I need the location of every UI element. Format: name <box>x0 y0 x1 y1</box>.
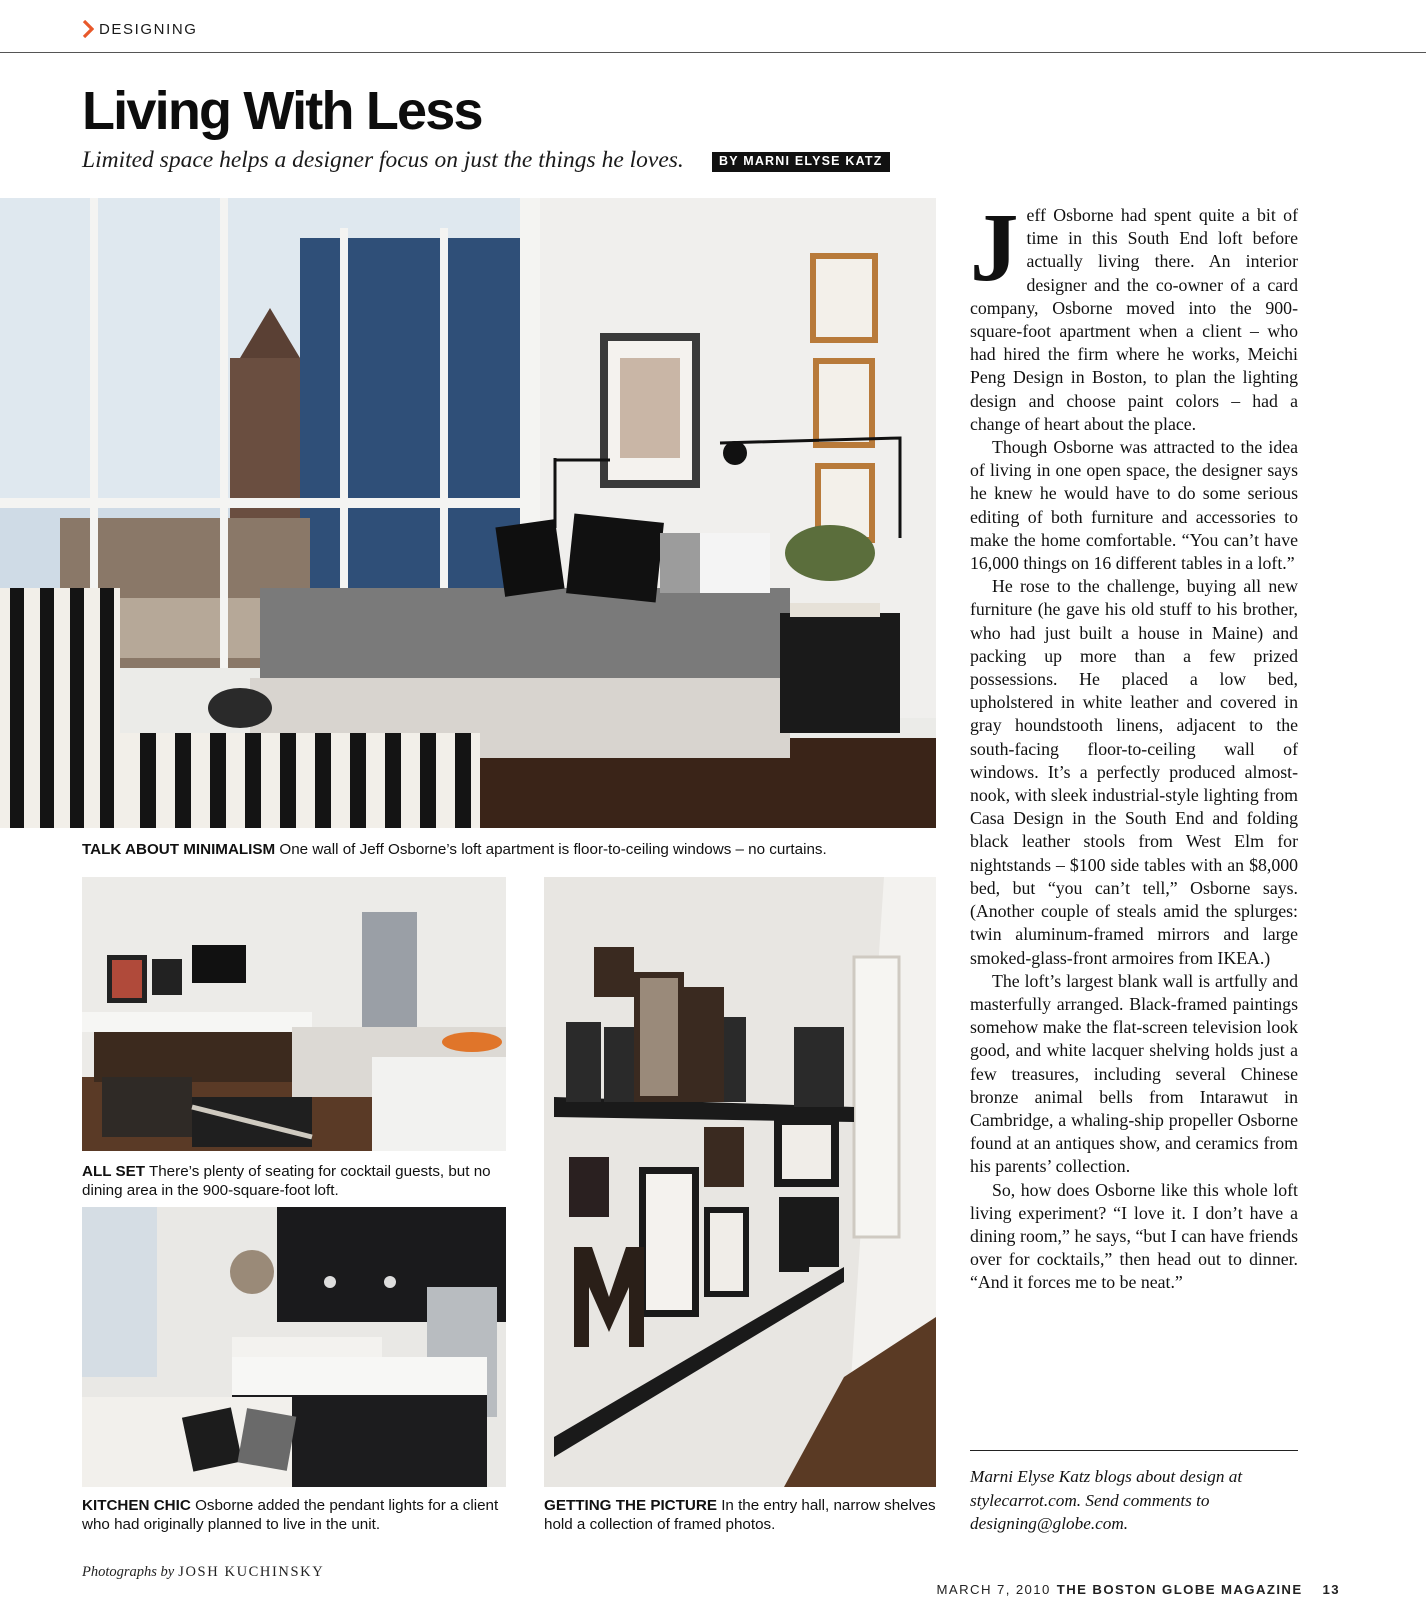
photo-entry-hall <box>544 877 936 1487</box>
caption-kitchen <box>82 1496 506 1534</box>
credit-prefix: Photographs by <box>82 1564 175 1580</box>
caption-hall <box>544 1496 936 1534</box>
credit-name: JOSH KUCHINSKY <box>178 1564 325 1580</box>
caption-lead: TALK ABOUT MINIMALISM <box>82 841 276 858</box>
article-paragraph: So, how does Osborne like this whole loft living experiment? “I love it. I don’t have a dining room,” he says, “but I can have friends over for cocktails,” then head out to dinner. “And it forces me to be neat.” <box>970 1179 1298 1293</box>
article-paragraph: He rose to the challenge, buying all new furniture (he gave his old stuff to his brother, who had just built a house in Maine) and packing up more than a few prized possessions. He placed a low bed, upholstered in white leather and covered in gray houndstooth linens, adjacent to the south-facing floor-to-ceiling wall of windows. It’s a perfectly produced almost-nook, with sleek industrial-style lighting from Casa Design in the South End and folding black leather stools from West Elm for nightstands – $100 side tables with an $8,000 bed, but “you can’t tell,” Osborne says. (Another couple of steals amid the splurges: twin aluminum-framed mirrors and large smoked-glass-front armoires from IKEA.) <box>970 576 1298 968</box>
main-photo-bedroom <box>0 198 936 828</box>
divider <box>970 1450 1298 1451</box>
caption-lead: ALL SET <box>82 1163 146 1180</box>
caption-main <box>82 840 942 859</box>
drop-cap: J <box>970 194 1019 301</box>
photo-living-room <box>82 877 506 1151</box>
article-paragraph: Jeff Osborne had spent quite a bit of time in this South End loft before actually living there. An interior designer and the co-owner of a card company, Osborne moved into the 900-square-foot apartment when a client – who had hired the firm where he works, Meichi Peng Design in Boston, to plan the lighting design and choose paint colors – had a change of heart about the place. <box>970 194 1298 434</box>
caption-living <box>82 1162 506 1200</box>
section-header <box>0 0 1426 53</box>
caption-lead: GETTING THE PICTURE <box>544 1497 717 1514</box>
caption-lead: KITCHEN CHIC <box>82 1497 191 1514</box>
photo-credit <box>82 1564 324 1581</box>
caption-text: Osborne added the pendant lights for a client who had originally planned to live in the unit. <box>82 1497 499 1533</box>
author-tagline: Marni Elyse Katz blogs about design at stylecarrot.com. Send comments to designing@globe.com. <box>970 1467 1243 1533</box>
article-body <box>970 194 1298 1295</box>
byline-badge: BY MARNI ELYSE KATZ <box>712 152 890 172</box>
caption-text: One wall of Jeff Osborne’s loft apartment is floor-to-ceiling windows – no curtains. <box>275 841 827 858</box>
section-label: DESIGNING <box>99 21 198 38</box>
folio-date: MARCH 7, 2010 <box>936 1582 1051 1597</box>
subhead: Limited space helps a designer focus on just the things he loves. <box>82 147 684 173</box>
photo-kitchen <box>82 1207 506 1487</box>
chevron-right-icon <box>82 20 94 38</box>
page-folio <box>937 1582 1340 1597</box>
page-number: 13 <box>1322 1582 1340 1597</box>
article-paragraph: The loft’s largest blank wall is artfully and masterfully arranged. Black-framed paintings somehow make the flat-screen television look good, and white lacquer shelving holds just a few treasures, including several Chinese bronze animal bells from Intarawut in Cambridge, a whaling-ship propeller Osborne found at an antiques show, and ceramics from his parents’ collection. <box>970 970 1298 1177</box>
folio-magazine: THE BOSTON GLOBE MAGAZINE <box>1056 1582 1303 1597</box>
caption-text: In the entry hall, narrow shelves hold a collection of framed photos. <box>544 1497 936 1533</box>
article-paragraph: Though Osborne was attracted to the idea of living in one open space, the designer says he knew he would have to do some serious editing of both furniture and accessories to make the home comfortable. “You can’t have 16,000 things on 16 different tables in a loft.” <box>970 437 1298 574</box>
caption-text: There’s plenty of seating for cocktail guests, but no dining area in the 900-square-foot loft. <box>82 1163 491 1199</box>
headline: Living With Less <box>82 81 482 141</box>
